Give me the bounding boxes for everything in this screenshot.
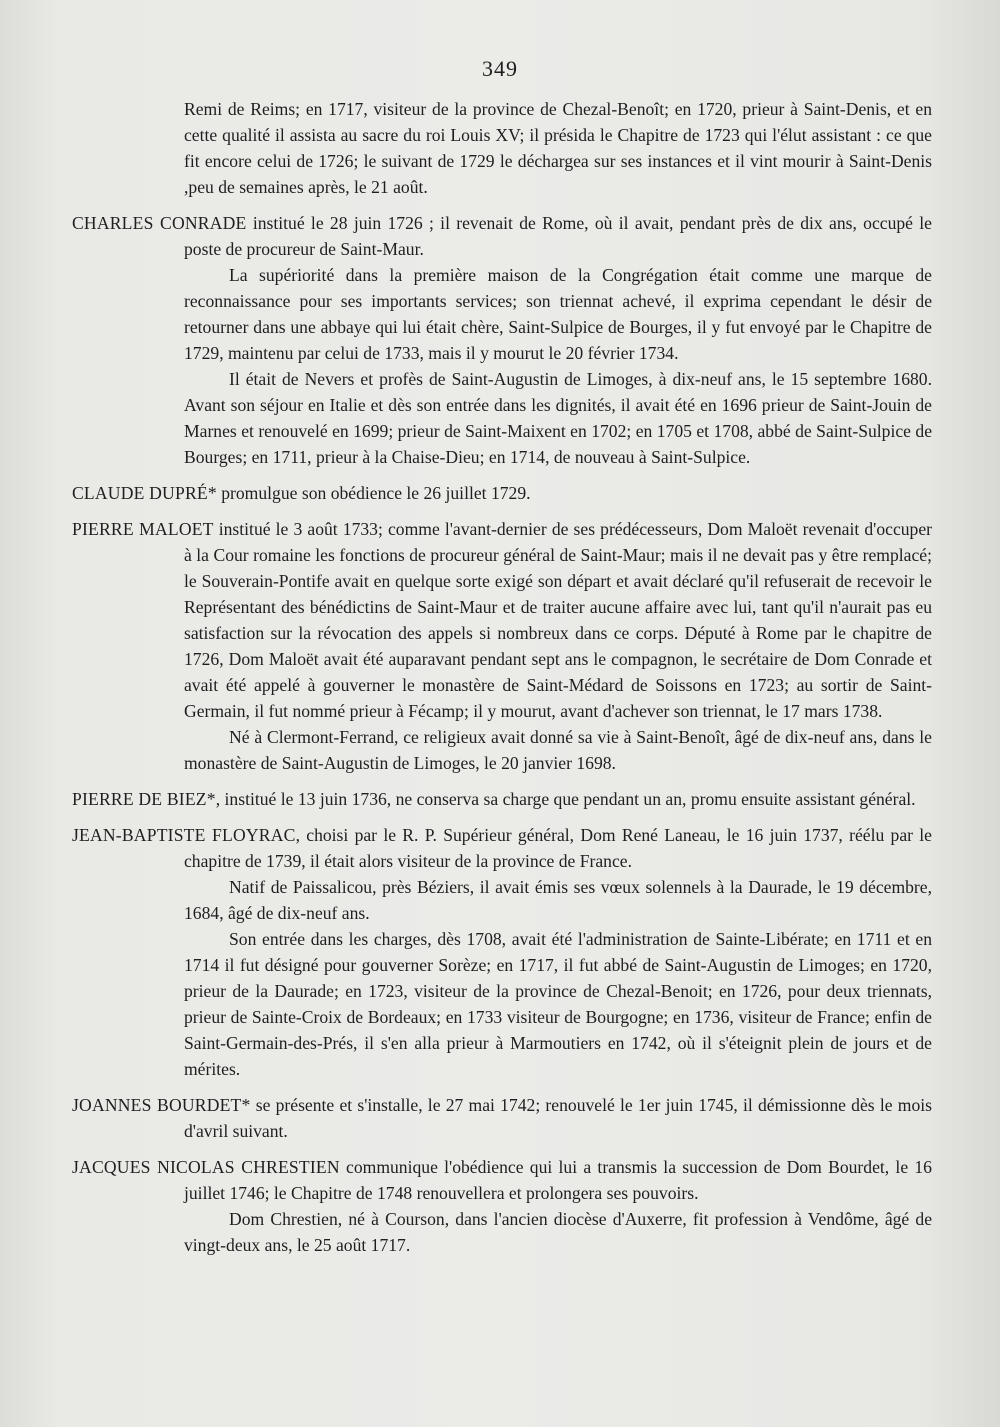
- entry-first-paragraph: [72, 480, 932, 506]
- entry-paragraph: Dom Chrestien, né à Courson, dans l'ancien diocèse d'Auxerre, fit profession à Vendôme, âgé de vingt-deux ans, le 25 août 1717.: [184, 1209, 932, 1255]
- entry-jacques-nicolas-chrestien: [72, 1154, 932, 1258]
- entry-text: promulgue son obédience le 26 juillet 1729.: [221, 483, 531, 503]
- entry-paragraph: Natif de Paissalicou, près Béziers, il avait émis ses vœux solennels à la Daurade, le 19 décembre, 1684, âgé de dix-neuf ans.: [184, 877, 932, 923]
- entry-jean-baptiste-floyrac: [72, 822, 932, 1082]
- document-body: [72, 96, 932, 1268]
- entry-name: JOANNES BOURDET*: [72, 1095, 251, 1115]
- entry-name: PIERRE DE BIEZ*: [72, 789, 216, 809]
- entry-text: , choisi par le R. P. Supérieur général, Dom René Laneau, le 16 juin 1737, réélu par le chapitre de 1739, il était alors visiteur de la province de France.: [184, 825, 932, 871]
- entry-name: CHARLES CONRADE: [72, 213, 247, 233]
- entry-name: JEAN-BAPTISTE FLOYRAC: [72, 825, 296, 845]
- entry-joannes-bourdet: [72, 1092, 932, 1144]
- entry-name: JACQUES NICOLAS CHRESTIEN: [72, 1157, 340, 1177]
- entry-first-paragraph: [72, 210, 932, 262]
- entry-paragraph: Né à Clermont-Ferrand, ce religieux avait donné sa vie à Saint-Benoît, âgé de dix-neuf ans, dans le monastère de Saint-Augustin de Limoges, le 20 janvier 1698.: [184, 727, 932, 773]
- entry-first-paragraph: [72, 1092, 932, 1144]
- intro-entry: [72, 96, 932, 200]
- entry-pierre-de-biez: [72, 786, 932, 812]
- entry-text: institué le 3 août 1733; comme l'avant-dernier de ses prédécesseurs, Dom Maloët revenait d'occuper à la Cour romaine les fonctions de procureur général de Saint-Maur; mais il ne devait pas y être remplacé; le Souverain-Pontife avait en quelque sorte exigé son départ et avait déclaré qu'il refuserait de recevoir le Représentant des bénédictins de Saint-Maur et de traiter aucune affaire avec lui, tant qu'il n'aurait pas eu satisfaction sur la révocation des appels si nombreux dans ce corps. Député à Rome par le chapitre de 1726, Dom Maloët avait été auparavant pendant sept ans le compagnon, le secrétaire de Dom Conrade et avait été appelé à gouverner le monastère de Saint-Médard de Soissons en 1723; au sortir de Saint-Germain, il fut nommé prieur à Fécamp; il y mourut, avant d'achever son triennat, le 17 mars 1738.: [184, 519, 933, 721]
- entry-first-paragraph: [72, 822, 932, 874]
- entry-text: , institué le 13 juin 1736, ne conserva sa charge que pendant un an, promu ensuite assistant général.: [215, 789, 916, 809]
- entry-pierre-maloet: [72, 516, 932, 776]
- entry-paragraph: Il était de Nevers et profès de Saint-Augustin de Limoges, à dix-neuf ans, le 15 septembre 1680. Avant son séjour en Italie et dès son entrée dans les dignités, il avait été en 1696 prieur de Saint-Jouin de Marnes et renouvelé en 1699; prieur de Saint-Maixent en 1702; en 1705 et 1708, abbé de Saint-Sulpice de Bourges; en 1711, prieur à la Chaise-Dieu; en 1714, de nouveau à Saint-Sulpice.: [184, 369, 932, 467]
- page-number: 349: [482, 56, 518, 81]
- entry-text: communique l'obédience qui lui a transmis la succession de Dom Bourdet, le 16 juillet 1746; le Chapitre de 1748 renouvellera et prolongera ses pouvoirs.: [184, 1157, 932, 1203]
- entry-first-paragraph: [72, 786, 932, 812]
- entry-text: institué le 28 juin 1726 ; il revenait de Rome, où il avait, pendant près de dix ans, occupé le poste de procureur de Saint-Maur.: [184, 213, 932, 259]
- entry-name: CLAUDE DUPRÉ*: [72, 483, 217, 503]
- entry-claude-dupre: [72, 480, 932, 506]
- entry-charles-conrade: [72, 210, 932, 470]
- entry-text: se présente et s'installe, le 27 mai 1742; renouvelé le 1er juin 1745, il démissionne dès le mois d'avril suivant.: [184, 1095, 932, 1141]
- entry-paragraph: La supériorité dans la première maison de la Congrégation était comme une marque de reconnaissance pour ses importants services; son triennat achevé, il exprima cependant le désir de retourner dans une abbaye qui lui était chère, Saint-Sulpice de Bourges, il y fut envoyé par le Chapitre de 1729, maintenu par celui de 1733, mais il y mourut le 20 février 1734.: [184, 265, 932, 363]
- entry-first-paragraph: [72, 516, 932, 724]
- entry-first-paragraph: [72, 1154, 932, 1206]
- entry-name: PIERRE MALOET: [72, 519, 214, 539]
- entry-paragraph: Son entrée dans les charges, dès 1708, avait été l'administration de Sainte-Libérate; en 1711 et en 1714 il fut désigné pour gouverner Sorèze; en 1717, il fut abbé de Saint-Augustin de Limoges; en 1720, prieur de la Daurade; en 1723, visiteur de la province de Chezal-Benoit; en 1726, pour deux triennats, prieur de Sainte-Croix de Bordeaux; en 1733 visiteur de Bourgogne; en 1736, visiteur de France; enfin de Saint-Germain-des-Prés, il s'en alla prieur à Marmoutiers en 1742, où il s'éteignit plein de jours et de mérites.: [184, 929, 932, 1079]
- intro-paragraph: Remi de Reims; en 1717, visiteur de la province de Chezal-Benoît; en 1720, prieur à Saint-Denis, et en cette qualité il assista au sacre du roi Louis XV; il présida le Chapitre de 1723 qui l'élut assistant : ce que fit encore celui de 1726; le suivant de 1729 le déchargea sur ses instances et il vint mourir à Saint-Denis ,peu de semaines après, le 21 août.: [184, 99, 932, 197]
